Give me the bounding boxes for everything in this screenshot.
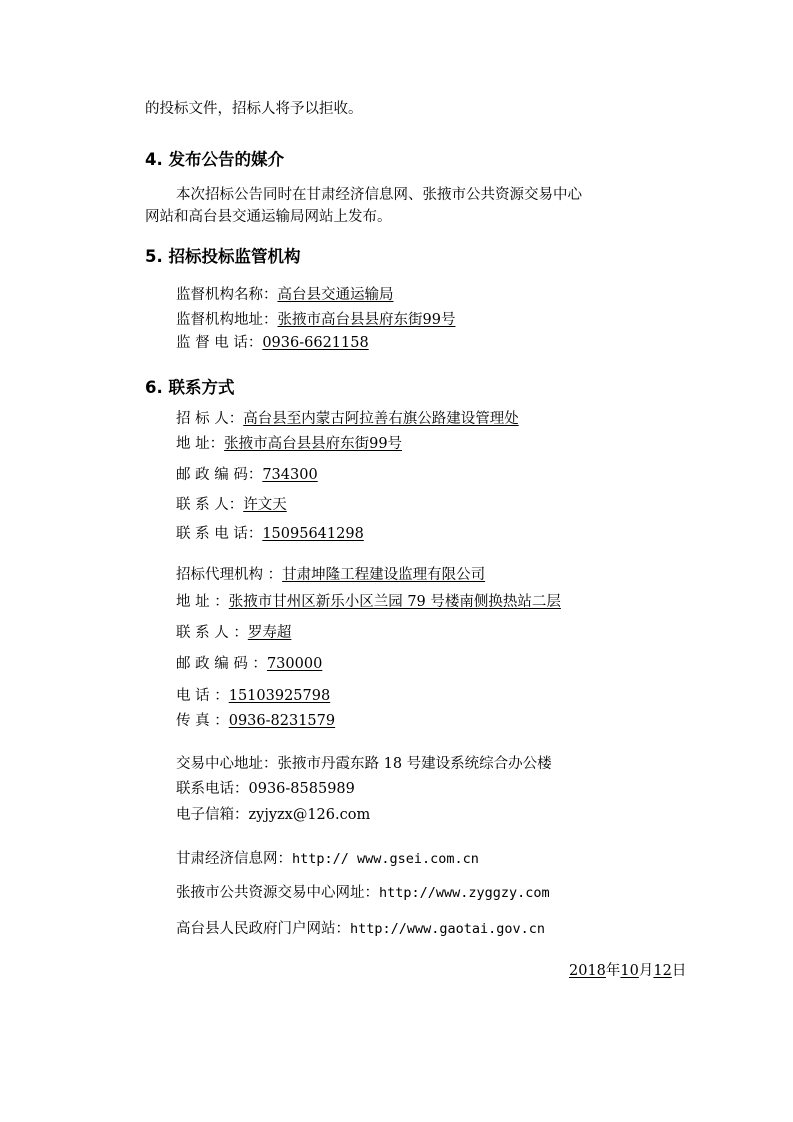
date-day-suffix: 日 — [671, 963, 687, 979]
website-gaotai-label: 高台县人民政府门户网站： — [176, 921, 350, 937]
agent-label: 招标代理机构 ： — [176, 567, 283, 583]
website-gsei-row — [176, 850, 479, 868]
date-day: 12 — [653, 963, 672, 979]
supervisor-address-row — [176, 311, 455, 329]
tenderer-postcode-row — [176, 466, 318, 484]
agent-fax-row — [176, 712, 335, 730]
tenderer-address-value: 张掖市高台县县府东街99号 — [224, 436, 403, 452]
website-zyggzy-row — [176, 884, 550, 902]
agent-fax-label: 传 真 ： — [176, 713, 229, 729]
agent-postcode-value: 730000 — [266, 656, 323, 672]
tenderer-postcode-label: 邮 政 编 码： — [176, 467, 263, 483]
agent-contact-label: 联 系 人 ： — [176, 625, 248, 641]
agent-phone-value: 15103925798 — [228, 688, 331, 704]
tenderer-contact-row — [176, 496, 287, 514]
agent-address-value: 张掖市甘州区新乐小区兰园 79 号楼南侧换热站二层 — [228, 594, 561, 610]
tenderer-phone-label: 联 系 电 话： — [176, 526, 263, 542]
exchange-email: 电子信箱：zyjyzx@126.com — [176, 807, 371, 823]
supervisor-address-value: 张掖市高台县县府东街99号 — [277, 312, 456, 328]
date-year: 2018 — [569, 963, 606, 979]
agent-phone-row — [176, 687, 330, 705]
supervisor-name-row — [176, 286, 394, 304]
section-4-heading: 4. 发布公告的媒介 — [145, 150, 284, 169]
agent-contact-row — [176, 624, 291, 642]
date-month-suffix: 月 — [638, 963, 654, 979]
agent-postcode-row — [176, 655, 322, 673]
tenderer-contact-value: 许文天 — [243, 497, 287, 513]
supervisor-phone-label: 监 督 电 话： — [176, 335, 263, 351]
website-zyggzy-link[interactable]: http://www.zyggzy.com — [379, 885, 550, 901]
tenderer-address-row — [176, 435, 402, 453]
exchange-address: 交易中心地址：张掖市丹霞东路 18 号建设系统综合办公楼 — [176, 756, 552, 772]
supervisor-name-label: 监督机构名称： — [176, 287, 278, 303]
section-5-heading: 5. 招标投标监管机构 — [145, 247, 301, 266]
supervisor-phone-value: 0936-6621158 — [262, 335, 369, 351]
section-4-para-line1: 本次招标公告同时在甘肃经济信息网、张掖市公共资源交易中心 — [176, 187, 582, 203]
tenderer-row — [176, 410, 519, 428]
agent-fax-value: 0936-8231579 — [228, 713, 336, 729]
supervisor-name-value: 高台县交通运输局 — [277, 287, 394, 303]
website-gaotai-row — [176, 920, 545, 938]
section-4-para-line2: 网站和高台县交通运输局网站上发布。 — [145, 209, 392, 225]
date-year-suffix: 年 — [605, 963, 621, 979]
agent-phone-label: 电 话 ： — [176, 688, 229, 704]
agent-value: 甘肃坤隆工程建设监理有限公司 — [282, 567, 486, 583]
agent-contact-value: 罗寿超 — [247, 625, 292, 641]
section-6-heading: 6. 联系方式 — [145, 378, 235, 397]
agent-row — [176, 566, 485, 584]
supervisor-phone-row — [176, 334, 369, 352]
supervisor-address-label: 监督机构地址： — [176, 312, 278, 328]
tenderer-address-label: 地 址： — [176, 436, 225, 452]
tenderer-phone-row — [176, 525, 364, 543]
agent-address-label: 地 址 ： — [176, 594, 229, 610]
website-zyggzy-label: 张掖市公共资源交易中心网址： — [176, 885, 379, 901]
website-gsei-label: 甘肃经济信息网： — [176, 851, 292, 867]
exchange-phone: 联系电话：0936-8585989 — [176, 781, 355, 797]
website-gaotai-link[interactable]: http://www.gaotai.gov.cn — [350, 921, 546, 937]
document-date — [569, 962, 686, 980]
tenderer-postcode-value: 734300 — [262, 467, 318, 483]
tenderer-contact-label: 联 系 人： — [176, 497, 244, 513]
tenderer-label: 招 标 人： — [176, 411, 244, 427]
agent-postcode-label: 邮 政 编 码 ： — [176, 656, 267, 672]
date-month: 10 — [620, 963, 639, 979]
tenderer-value: 高台县至内蒙古阿拉善右旗公路建设管理处 — [243, 411, 519, 427]
intro-tail: 的投标文件，招标人将予以拒收。 — [145, 101, 363, 117]
tenderer-phone-value: 15095641298 — [262, 526, 364, 542]
website-gsei-link[interactable]: http:// www.gsei.com.cn — [292, 851, 479, 867]
agent-address-row — [176, 593, 561, 611]
